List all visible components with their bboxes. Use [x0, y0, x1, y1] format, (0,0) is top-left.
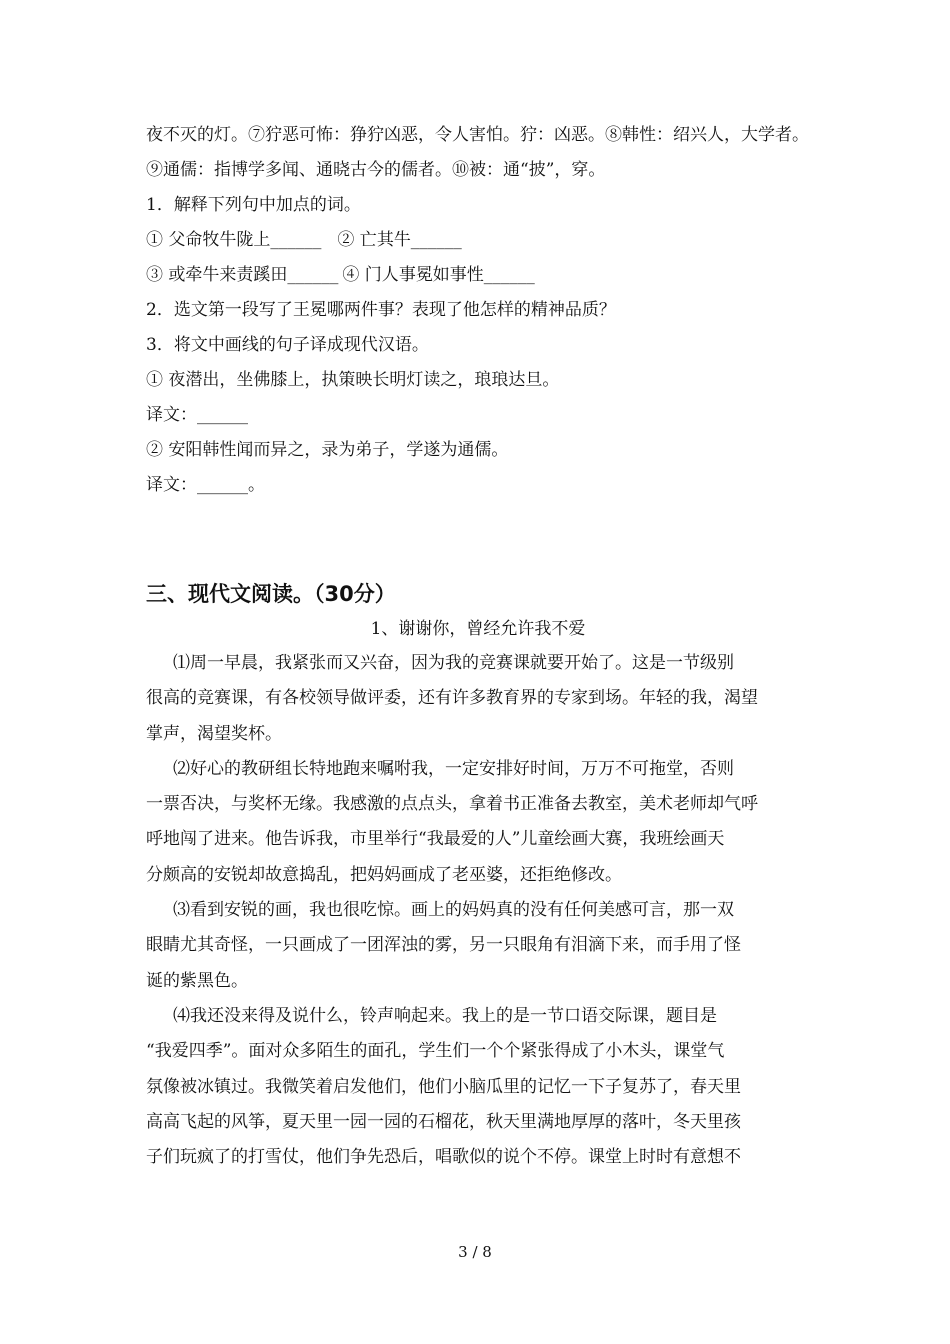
q1c-prefix: ③ 或牵牛来: [146, 265, 237, 285]
question-1-row-2: [146, 258, 810, 293]
q1b-prefix: ② 亡: [337, 230, 377, 250]
article-title: 1、谢谢你，曾经允许我不爱: [370, 619, 586, 639]
page-number: 3 / 8: [458, 1243, 492, 1261]
notes-and-questions: [146, 118, 810, 503]
question-1-prompt: 1．解释下列句中加点的词。: [146, 195, 361, 215]
question-1-row-1: [146, 223, 810, 258]
note-line: 夜不灭的灯。⑦狞恶可怖：狰狞凶恶，令人害怕。狞：凶恶。⑧韩性：绍兴人，大学者。: [146, 125, 809, 145]
paragraph-line: ⑷我还没来得及说什么，铃声响起来。我上的是一节口语交际课，题目是: [173, 1005, 717, 1026]
q1c-suffix: 蹊田______: [253, 265, 339, 285]
note-line: ⑨通儒：指博学多闻、通晓古今的儒者。⑩被：通“披”，穿。: [146, 160, 606, 180]
paragraph-line: 很高的竞赛课，有各校领导做评委，还有许多教育界的专家到场。年轻的我，渴望: [146, 688, 758, 709]
paragraph-line: ⑴周一早晨，我紧张而又兴奋，因为我的竞赛课就要开始了。这是一节级别: [173, 653, 734, 673]
paragraph-4: [146, 999, 810, 1175]
paragraph-2: [146, 752, 810, 893]
q1c-dotted-word: 责: [236, 258, 253, 293]
paragraph-line: 诞的紫黑色。: [146, 970, 248, 991]
paragraph-line: 眼睛尤其奇怪，一只画成了一团浑浊的雾，另一只眼角有泪滴下来，而手用了怪: [146, 935, 741, 956]
question-3-item-1: ① 夜潜出，坐佛膝上，执策映长明灯读之，琅琅达旦。: [146, 370, 560, 390]
paragraph-line: 掌声，渴望奖杯。: [146, 723, 282, 744]
paragraph-line: 高高飞起的风筝，夏天里一园一园的石榴花，秋天里满地厚厚的落叶，冬天里孩: [146, 1111, 741, 1132]
q1b-suffix: 牛______: [393, 230, 462, 250]
paragraph-line: 氛像被冰镇过。我微笑着启发他们，他们小脑瓜里的记忆一下子复苏了，春天里: [146, 1076, 741, 1097]
paragraph-line: 呼地闯了进来。他告诉我，市里举行“我最爱的人”儿童绘画大赛，我班绘画天: [146, 829, 725, 850]
q1a-suffix: 牛陇上______: [219, 230, 322, 250]
paragraph-line: 子们玩疯了的打雪仗，他们争先恐后，唱歌似的说个不停。课堂上时时有意想不: [146, 1147, 741, 1168]
paragraph-line: “我爱四季”。面对众多陌生的面孔，学生们一个个紧张得成了小木头，课堂气: [146, 1041, 725, 1062]
paragraph-line: ⑵好心的教研组长特地跑来嘱咐我，一定安排好时间，万万不可拖堂，否则: [173, 758, 734, 779]
translation-answer-1: 译文：______: [146, 405, 248, 425]
paragraph-1: [146, 646, 810, 752]
q1a-prefix: ① 父命: [146, 230, 203, 250]
paragraph-line: ⑶看到安锐的画，我也很吃惊。画上的妈妈真的没有任何美感可言，那一双: [173, 900, 734, 921]
question-3: 3．将文中画线的句子译成现代汉语。: [146, 335, 429, 355]
q1d-dotted-word: 事: [399, 258, 416, 293]
question-3-item-2: ② 安阳韩性闻而异之，录为弟子，学遂为通儒。: [146, 440, 509, 460]
q1d-suffix: 冕如事性______: [415, 265, 535, 285]
section-title: 三、现代文阅读。（30分）: [146, 582, 396, 606]
translation-answer-2: 译文：______。: [146, 475, 265, 495]
q1b-dotted-word: 其: [377, 223, 394, 258]
question-2: 2．选文第一段写了王冕哪两件事？表现了他怎样的精神品质？: [146, 300, 616, 320]
paragraph-line: 分颇高的安锐却故意捣乱，把妈妈画成了老巫婆，还拒绝修改。: [146, 864, 622, 885]
paragraph-line: 一票否决，与奖杯无缘。我感激的点点头，拿着书正准备去教室，美术老师却气呼: [146, 794, 758, 815]
reading-article: [146, 612, 810, 1175]
q1d-prefix: ④ 门人: [342, 265, 399, 285]
paragraph-3: [146, 893, 810, 999]
q1a-dotted-word: 牧: [202, 223, 219, 258]
